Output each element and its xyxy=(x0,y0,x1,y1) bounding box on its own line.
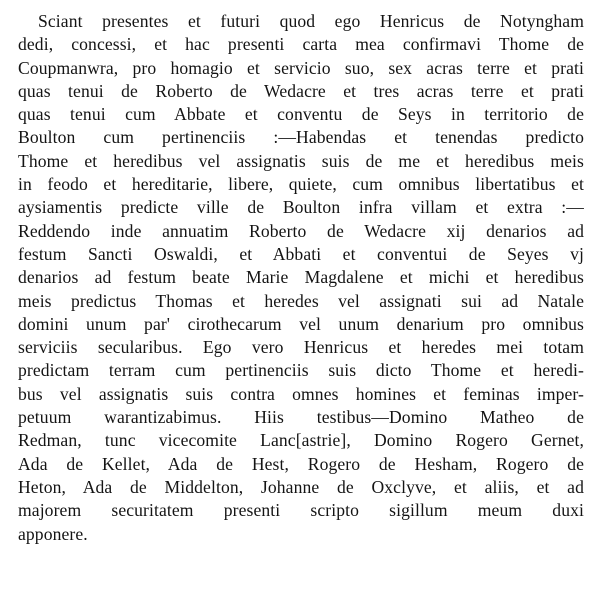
text-line: Boulton cum pertinenciis :—Habendas et tenendas predicto xyxy=(18,127,584,148)
text-line: Thome et heredibus vel assignatis suis de me et heredibus meis xyxy=(18,150,584,171)
text-line: Coupmanwra, pro homagio et servicio suo, sex acras terre et prati xyxy=(18,57,584,78)
text-line: Ada de Kellet, Ada de Hest, Rogero de Hesham, Rogero de xyxy=(18,453,584,474)
text-line: aysiamentis predicte ville de Boulton infra villam et extra :— xyxy=(18,197,584,218)
text-line: meis predictus Thomas et heredes vel assignati sui ad Natale xyxy=(18,290,584,311)
text-line: in feodo et hereditarie, libere, quiete, cum omnibus libertatibus et xyxy=(18,174,584,195)
text-line: Sciant presentes et futuri quod ego Henricus de Notyngham xyxy=(38,11,584,31)
document-page xyxy=(18,10,584,590)
charter-paragraph xyxy=(18,10,584,546)
text-line: majorem securitatem presenti scripto sigillum meum duxi xyxy=(18,500,584,521)
text-line: dedi, concessi, et hac presenti carta mea confirmavi Thome de xyxy=(18,34,584,55)
text-line: quas tenui de Roberto de Wedacre et tres acras terre et prati xyxy=(18,80,584,101)
text-line: denarios ad festum beate Marie Magdalene et michi et heredibus xyxy=(18,267,584,288)
text-line: predictam terram cum pertinenciis suis dicto Thome et heredi- xyxy=(18,360,584,381)
text-line: quas tenui cum Abbate et conventu de Seys in territorio de xyxy=(18,104,584,125)
text-line: festum Sancti Oswaldi, et Abbati et conventui de Seyes vj xyxy=(18,243,584,264)
text-line: serviciis secularibus. Ego vero Henricus et heredes mei totam xyxy=(18,337,584,358)
text-line: petuum warantizabimus. Hiis testibus—Domino Matheo de xyxy=(18,407,584,428)
text-line: Reddendo inde annuatim Roberto de Wedacre xij denarios ad xyxy=(18,220,584,241)
text-line: apponere. xyxy=(18,523,88,544)
text-line: bus vel assignatis suis contra omnes homines et feminas imper- xyxy=(18,383,584,404)
text-line: Redman, tunc vicecomite Lanc[astrie], Domino Rogero Gernet, xyxy=(18,430,584,451)
text-line: Heton, Ada de Middelton, Johanne de Oxclyve, et aliis, et ad xyxy=(18,476,584,497)
text-line: domini unum par' cirothecarum vel unum denarium pro omnibus xyxy=(18,313,584,334)
